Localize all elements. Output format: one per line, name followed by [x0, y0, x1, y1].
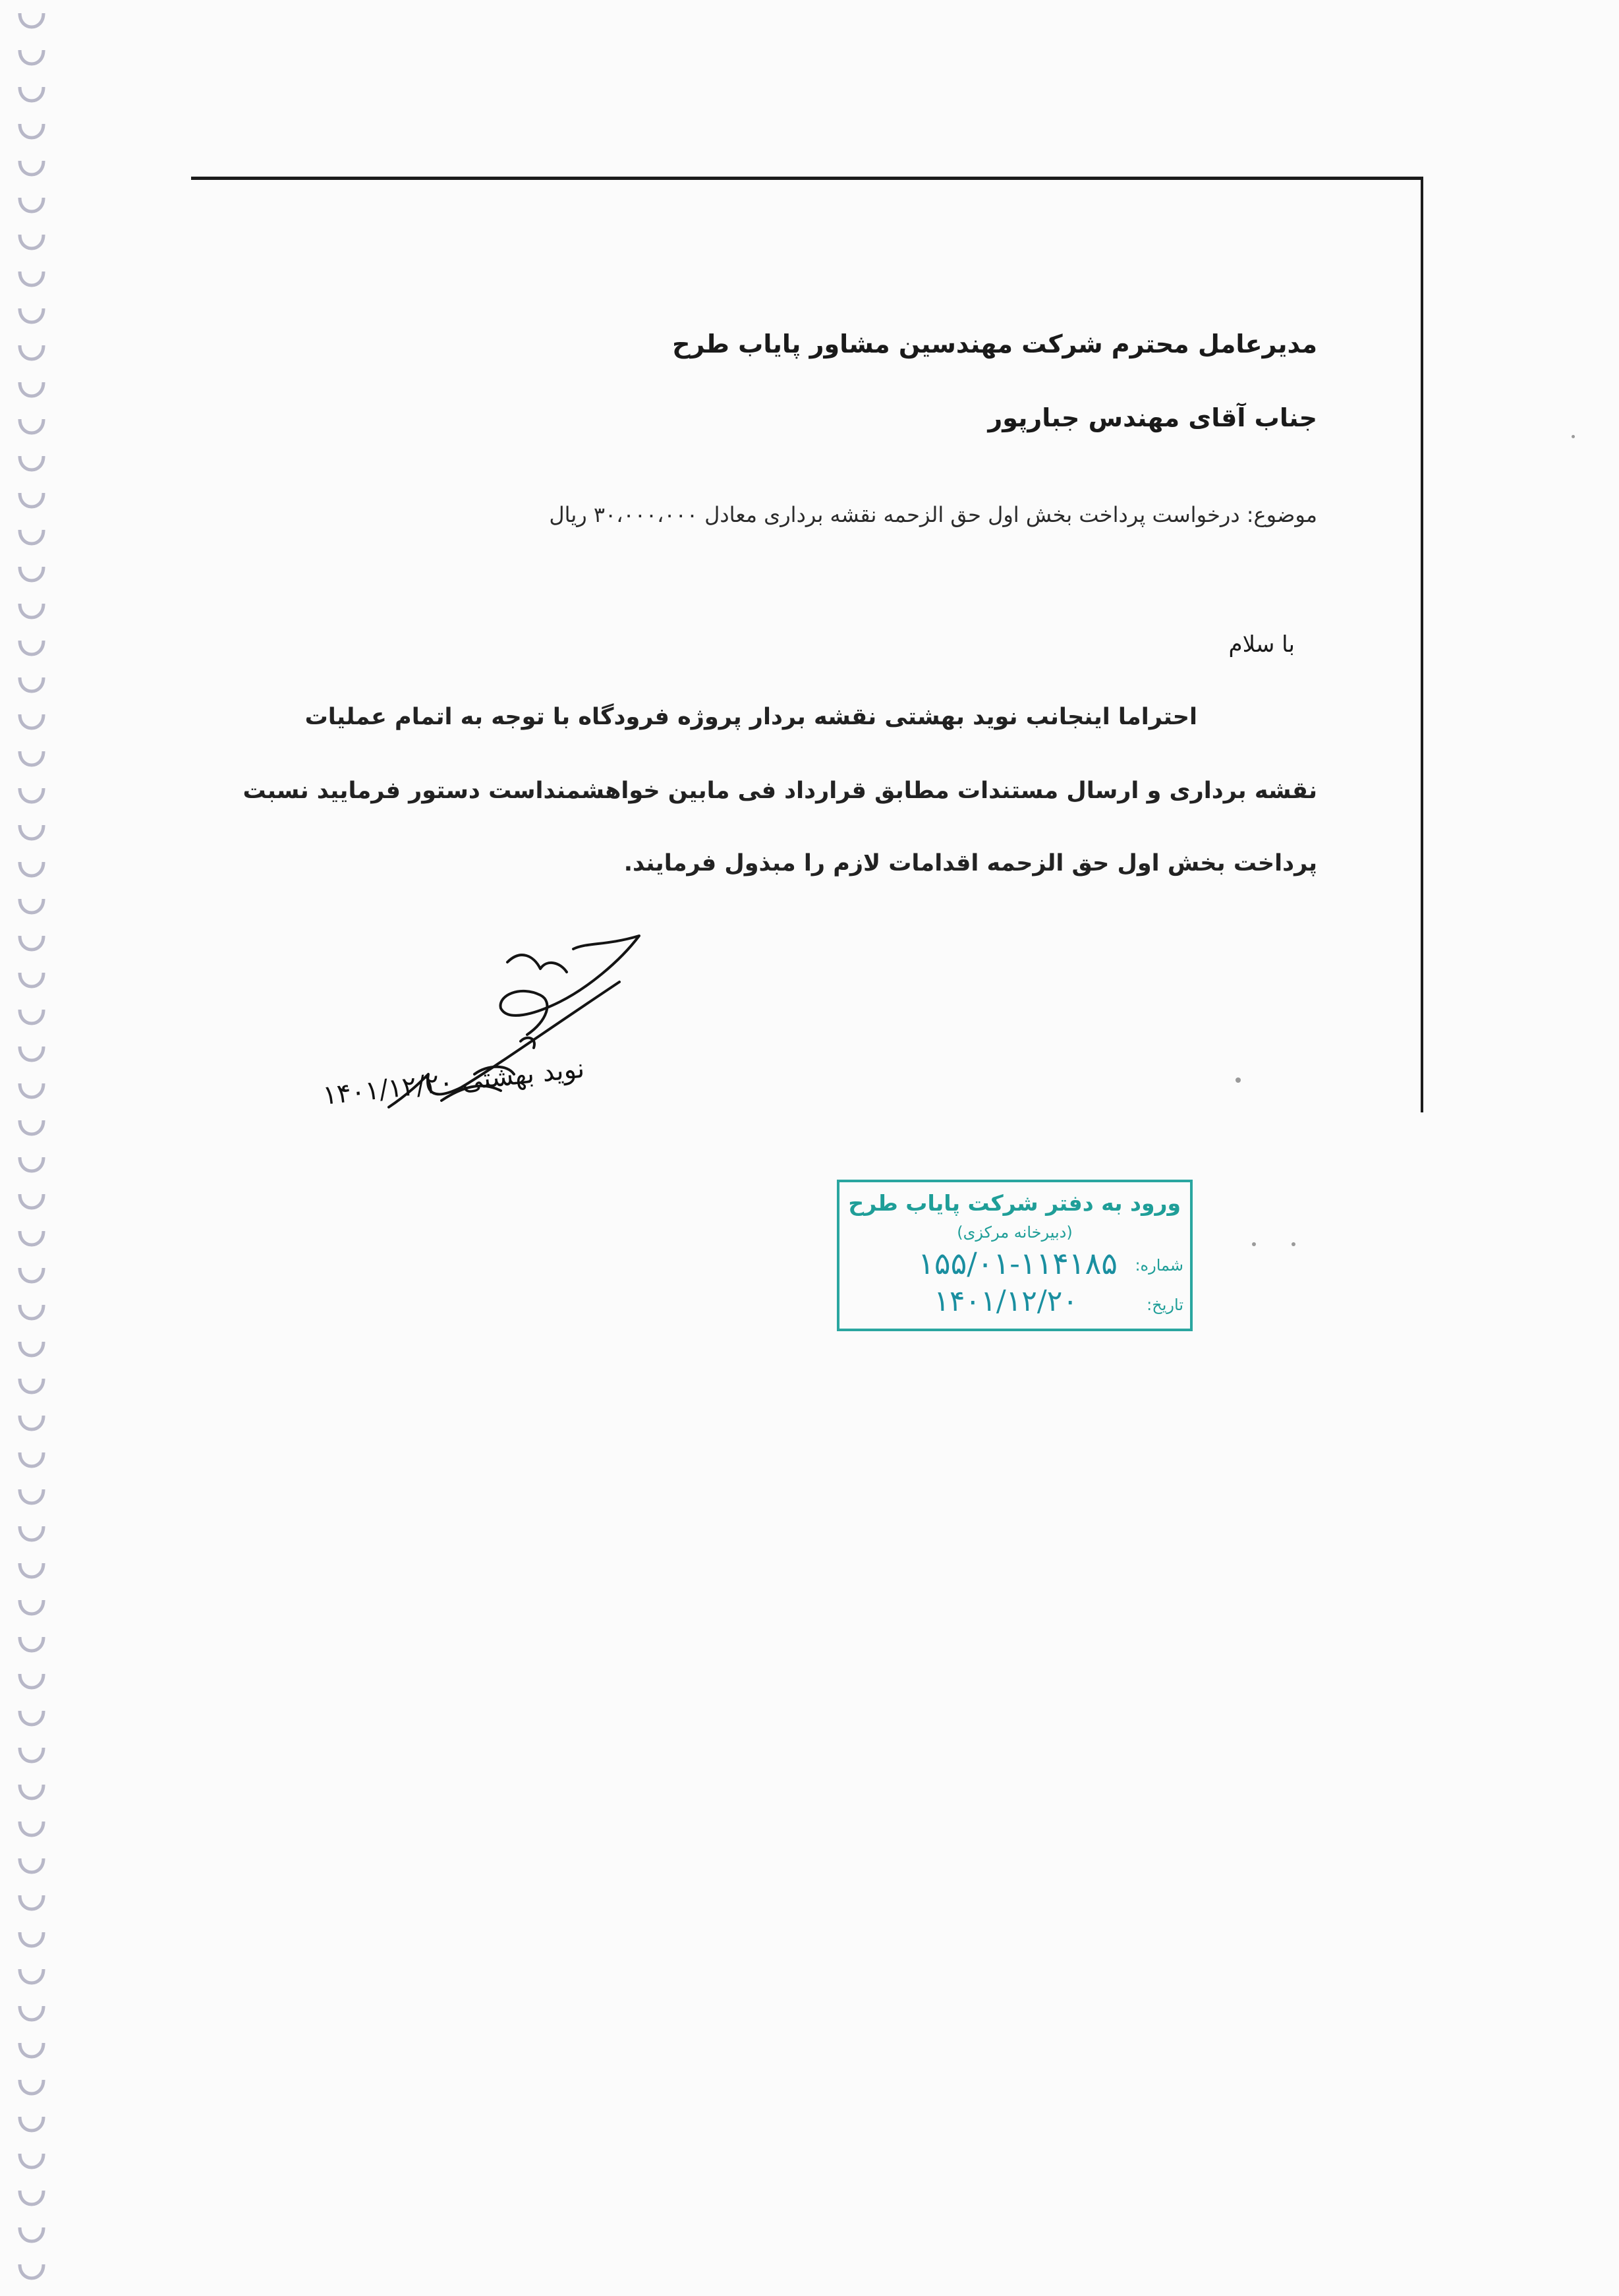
signature-date: نوید بهشتی ۱۴۰۱/۱۲/۲۰ [321, 1053, 586, 1111]
binding-hole [20, 456, 43, 470]
binding-hole [20, 788, 43, 802]
binding-hole [20, 1932, 43, 1946]
binding-hole [20, 1674, 43, 1688]
receipt-stamp [837, 1180, 1193, 1331]
binding-hole [20, 677, 43, 691]
binding-hole [20, 1231, 43, 1245]
binding-hole [20, 2191, 43, 2204]
binding-hole [20, 1563, 43, 1577]
binding-hole [20, 1452, 43, 1466]
spiral-binding-holes [0, 0, 72, 2296]
binding-hole [20, 1342, 43, 1356]
binding-hole [20, 50, 43, 64]
binding-hole [20, 1416, 43, 1429]
binding-hole [20, 345, 43, 359]
binding-hole [20, 87, 43, 101]
binding-hole [20, 2043, 43, 2057]
letter-body-line: پرداخت بخش اول حق الزحمه اقدامات لازم را مبذول فرمایند. [623, 850, 1317, 876]
binding-hole [20, 1895, 43, 1909]
binding-hole [20, 1157, 43, 1171]
binding-hole [20, 604, 43, 617]
binding-hole [20, 382, 43, 396]
binding-hole [20, 1969, 43, 1983]
binding-hole [20, 308, 43, 322]
letter-body-line: نقشه برداری و ارسال مستندات مطابق قرارداد فی مابین خواهشمنداست دستور فرمایید نسبت [242, 778, 1317, 804]
binding-hole [20, 1379, 43, 1392]
binding-hole [20, 2006, 43, 2020]
binding-hole [20, 493, 43, 507]
binding-hole [20, 13, 43, 27]
binding-hole [20, 1083, 43, 1097]
binding-hole [20, 825, 43, 839]
handwritten-signature [310, 923, 679, 1147]
binding-hole [20, 1785, 43, 1798]
binding-hole [20, 161, 43, 175]
binding-hole [20, 419, 43, 433]
binding-hole [20, 530, 43, 544]
letter-subject: موضوع: درخواست پرداخت بخش اول حق الزحمه نقشه برداری معادل ۳۰،۰۰۰،۰۰۰ ریال [549, 502, 1317, 527]
letter-addressee: مدیرعامل محترم شرکت مهندسین مشاور پایاب طرح [672, 330, 1317, 359]
binding-hole [20, 862, 43, 876]
binding-hole [20, 1047, 43, 1060]
stamp-number-value: ۱۵۵/۰۱-۱۱۴۱۸۵ [918, 1246, 1118, 1281]
binding-hole [20, 1600, 43, 1614]
stamp-date-label: تاریخ: [1147, 1296, 1183, 1314]
binding-hole [20, 1489, 43, 1503]
binding-hole [20, 235, 43, 248]
binding-hole [20, 1305, 43, 1319]
binding-hole [20, 1637, 43, 1651]
scan-speck [1292, 1242, 1295, 1246]
binding-hole [20, 1194, 43, 1208]
binding-hole [20, 1120, 43, 1134]
binding-hole [20, 2154, 43, 2167]
binding-hole [20, 1010, 43, 1023]
letter-recipient: جناب آقای مهندس جبارپور [988, 403, 1317, 432]
binding-hole [20, 2080, 43, 2094]
scan-speck [1252, 1242, 1256, 1246]
scan-speck [1236, 1077, 1241, 1083]
stamp-number-label: شماره: [1135, 1256, 1183, 1275]
stamp-title: ورود به دفتر شرکت پایاب طرح [848, 1190, 1181, 1216]
binding-hole [20, 2117, 43, 2131]
binding-hole [20, 272, 43, 285]
stamp-date-value: ۱۴۰۱/۱۲/۲۰ [934, 1284, 1078, 1318]
binding-hole [20, 124, 43, 138]
binding-hole [20, 1711, 43, 1725]
stamp-subtitle: (دبیرخانه مرکزی) [957, 1223, 1073, 1242]
scan-speck [1572, 435, 1575, 438]
letter-body-line: احتراما اینجانب نوید بهشتی نقشه بردار پروژه فرودگاه با توجه به اتمام عملیات [304, 704, 1197, 730]
binding-hole [20, 567, 43, 581]
binding-hole [20, 973, 43, 987]
binding-hole [20, 714, 43, 728]
binding-hole [20, 2264, 43, 2278]
binding-hole [20, 198, 43, 212]
binding-hole [20, 2227, 43, 2241]
binding-hole [20, 1858, 43, 1872]
letter-greeting: با سلام [1228, 631, 1295, 658]
binding-hole [20, 751, 43, 765]
binding-hole [20, 1748, 43, 1762]
binding-hole [20, 1268, 43, 1282]
binding-hole [20, 641, 43, 654]
binding-hole [20, 899, 43, 913]
binding-hole [20, 1822, 43, 1835]
binding-hole [20, 1526, 43, 1540]
binding-hole [20, 936, 43, 950]
